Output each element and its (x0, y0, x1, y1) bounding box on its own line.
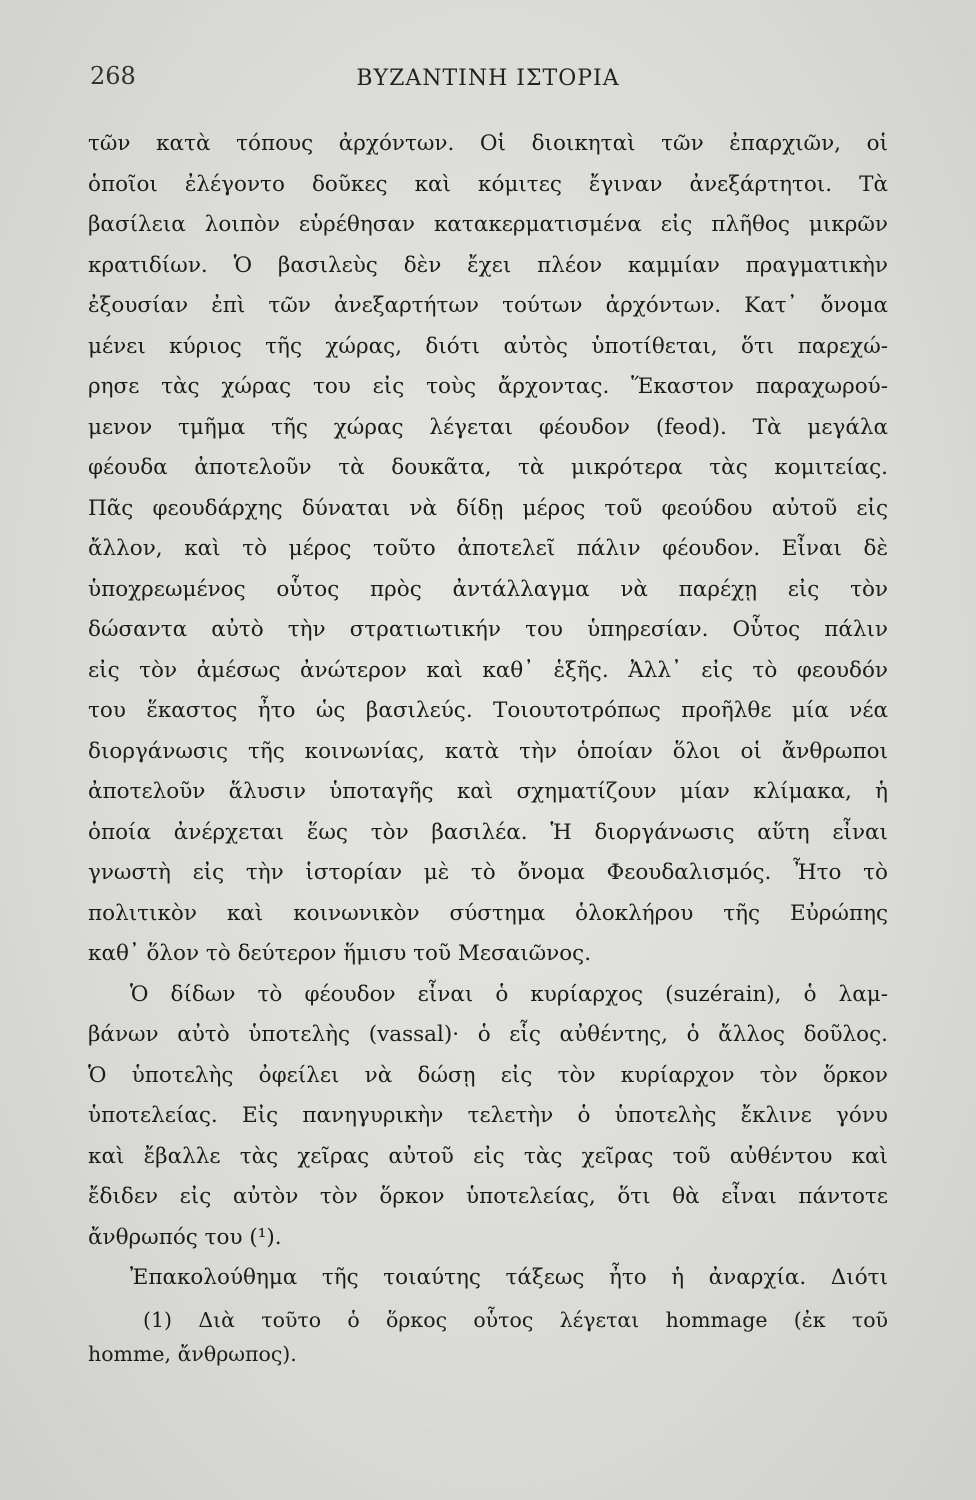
text-line: Ὁ δίδων τὸ φέουδον εἶναι ὁ κυρίαρχος (suzérain), ὁ λαμ- (130, 981, 888, 1007)
running-title: ΒΥΖΑΝΤΙΝΗ ΙΣΤΟΡΙΑ (356, 66, 620, 91)
text-line: ἐξουσίαν ἐπὶ τῶν ἀνεξαρτήτων τούτων ἀρχόντων. Κατ᾽ ὄνομα (88, 293, 888, 318)
footnote-line: (1) Διὰ τοῦτο ὁ ὅρκος οὗτος λέγεται hommage (ἐκ τοῦ (143, 1308, 888, 1332)
text-line: ἔδιδεν εἰς αὐτὸν τὸν ὅρκον ὑποτελείας, ὅτι θὰ εἶναι πάντοτε (88, 1184, 888, 1209)
text-line: γνωστὴ εἰς τὴν ἱστορίαν μὲ τὸ ὄνομα Φεουδαλισμός. Ἦτο τὸ (88, 860, 888, 885)
text-line: καὶ ἔβαλλε τὰς χεῖρας αὐτοῦ εἰς τὰς χεῖρας τοῦ αὐθέντου καὶ (88, 1143, 888, 1169)
text-line: διοργάνωσις τῆς κοινωνίας, κατὰ τὴν ὁποίαν ὅλοι οἱ ἄνθρωποι (88, 738, 888, 764)
text-line: ρησε τὰς χώρας του εἰς τοὺς ἄρχοντας. Ἕκαστον παραχωρού- (88, 374, 888, 399)
page-header (0, 62, 976, 102)
text-line: βάνων αὐτὸ ὑποτελὴς (vassal)· ὁ εἷς αὐθέντης, ὁ ἄλλος δοῦλος. (88, 1022, 888, 1047)
text-line: ὁποῖοι ἐλέγοντο δοῦκες καὶ κόμιτες ἔγιναν ἀνεξάρτητοι. Τὰ (88, 171, 888, 197)
text-line: κρατιδίων. Ὁ βασιλεὺς δὲν ἔχει πλέον καμμίαν πραγματικὴν (88, 252, 888, 278)
footnote (88, 1303, 888, 1371)
text-line: Πᾶς φεουδάρχης δύναται νὰ δίδῃ μέρος τοῦ φεούδου αὐτοῦ εἰς (88, 495, 888, 521)
text-line: Ἐπακολούθημα τῆς τοιαύτης τάξεως ἦτο ἡ ἀναρχία. Διότι (130, 1265, 888, 1290)
text-line: δώσαντα αὐτὸ τὴν στρατιωτικήν του ὑπηρεσίαν. Οὗτος πάλιν (88, 617, 888, 642)
text-line: ὁποία ἀνέρχεται ἕως τὸν βασιλέα. Ἡ διοργάνωσις αὕτη εἶναι (88, 819, 888, 845)
footnote-line: homme, ἄνθρωπος). (88, 1342, 297, 1366)
body-text (88, 124, 888, 1299)
text-line: καθ᾽ ὅλον τὸ δεύτερον ἥμισυ τοῦ Μεσαιῶνος. (88, 941, 592, 966)
page-number: 268 (90, 62, 136, 90)
text-line: ἀποτελοῦν ἅλυσιν ὑποταγῆς καὶ σχηματίζουν μίαν κλίμακα, ἡ (88, 779, 888, 804)
text-line: μενον τμῆμα τῆς χώρας λέγεται φέουδον (feod). Τὰ μεγάλα (88, 414, 888, 440)
text-line: πολιτικὸν καὶ κοινωνικὸν σύστημα ὁλοκλήρου τῆς Εὐρώπης (88, 900, 888, 926)
text-line: τῶν κατὰ τόπους ἀρχόντων. Οἱ διοικηταὶ τῶν ἐπαρχιῶν, οἱ (88, 131, 888, 156)
text-line: μένει κύριος τῆς χώρας, διότι αὐτὸς ὑποτίθεται, ὅτι παρεχώ- (88, 333, 888, 359)
text-line: ὑποτελείας. Εἰς πανηγυρικὴν τελετὴν ὁ ὑποτελὴς ἔκλινε γόνυ (88, 1103, 888, 1128)
text-line: Ὁ ὑποτελὴς ὀφείλει νὰ δώσῃ εἰς τὸν κυρίαρχον τὸν ὅρκον (88, 1062, 888, 1088)
text-line: ὑποχρεωμένος οὗτος πρὸς ἀντάλλαγμα νὰ παρέχῃ εἰς τὸν (88, 576, 888, 602)
text-line: ἄνθρωπός του (¹). (88, 1224, 282, 1250)
text-line: βασίλεια λοιπὸν εὑρέθησαν κατακερματισμένα εἰς πλῆθος μικρῶν (88, 212, 888, 237)
text-line: εἰς τὸν ἀμέσως ἀνώτερον καὶ καθ᾽ ἑξῆς. Ἀλλ᾽ εἰς τὸ φεουδόν (88, 657, 888, 683)
text-line: του ἕκαστος ἦτο ὡς βασιλεύς. Τοιουτοτρόπως προῆλθε μία νέα (88, 698, 888, 723)
text-line: φέουδα ἀποτελοῦν τὰ δουκᾶτα, τὰ μικρότερα τὰς κομιτείας. (88, 455, 888, 480)
text-line: ἄλλον, καὶ τὸ μέρος τοῦτο ἀποτελεῖ πάλιν φέουδον. Εἶναι δὲ (88, 536, 888, 561)
